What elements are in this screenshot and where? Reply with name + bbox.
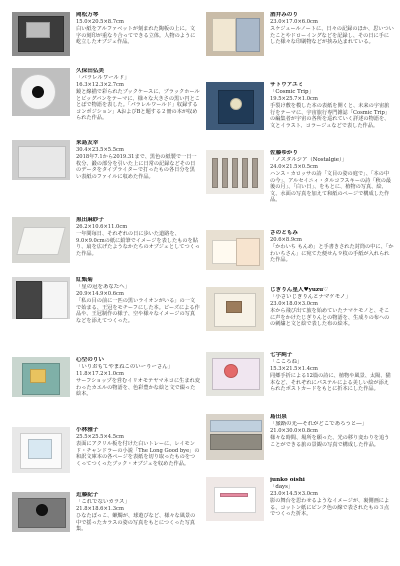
artwork-size: 25.5×25.5×4.5cm [76, 434, 124, 440]
artwork-entry [206, 352, 394, 396]
artwork-text [270, 82, 394, 130]
thumbnail-mark [26, 22, 50, 38]
thumbnail-mark [42, 281, 68, 319]
artist-name: 近藤紀子 [76, 492, 99, 498]
artwork-thumbnail [12, 217, 70, 263]
artwork-thumbnail [12, 140, 70, 180]
artwork-entry [206, 477, 394, 521]
artwork-size: 30.4×23.5×5.5cm [76, 147, 124, 153]
thumbnail-mark [212, 158, 218, 188]
artwork-size: 20.9×14.9×0.6cm [76, 291, 124, 297]
artist-name: さのともみ [270, 230, 298, 236]
artwork-description: 「かわいち もんめ」と手書きされた封筒の中に、「かわいちさん」に宛てた便せん９枚の手紙が入れられた作品。 [270, 244, 394, 264]
artwork-thumbnail [12, 68, 70, 116]
artwork-title: 「小さいじぎりんとナマケモノ」 [270, 294, 351, 300]
artwork-entry [206, 12, 394, 56]
artwork-text [76, 68, 200, 122]
artwork-thumbnail [206, 150, 264, 194]
artist-name: junko oishi [270, 477, 305, 483]
artwork-thumbnail [12, 492, 70, 532]
artwork-description: 白い紙をアルファベットが刻まれた陶板の上に。文字の刻印が重なり合ってできる立体。人物のように屹立したオブジェ作品。 [76, 26, 196, 46]
thumbnail-mark [214, 487, 256, 513]
artwork-thumbnail [206, 477, 264, 521]
artwork-description: 表面にアクリル板を付けた白いトレーに、レイモンド・チャンドラーの小説「The Long Good bye」の和訳文庫本の各ページを表紙を切り取ったものをつくってつくったブック・オブジェを収めた作品。 [76, 441, 200, 467]
artwork-thumbnail [206, 352, 264, 396]
artwork-title: 「これでないカラス」 [76, 499, 130, 505]
artwork-text [76, 140, 200, 180]
artwork-size: 21.0×30.0×0.8cm [270, 428, 318, 434]
artist-name: 島田泉 [270, 414, 287, 420]
artist-name: 七字純子 [270, 352, 293, 358]
artwork-size: 19.5×25.7×1.0cm [270, 96, 318, 102]
thumbnail-mark [222, 158, 228, 188]
thumbnail-mark [210, 420, 262, 432]
artist-name: 岡松万琴 [76, 12, 99, 18]
thumbnail-mark [236, 18, 260, 52]
artwork-size: 21.8×18.6×1.3cm [76, 506, 124, 512]
artwork-entry [206, 414, 394, 460]
artwork-entry [206, 82, 394, 130]
artwork-entry [12, 427, 200, 473]
artwork-thumbnail [12, 12, 70, 56]
artwork-description: 同郷手折による12篇の詩に、植物や風景、太陽、猫本など、それぞれにパステルによる美しい絵が添えられたポストカードをもとに折本にした作品。 [270, 373, 391, 393]
artist-name: 紅甄菊 [76, 277, 93, 283]
artist-name: 酒井みのり [270, 12, 298, 18]
artwork-entry [12, 492, 200, 533]
artwork-text [270, 477, 394, 521]
artwork-text [270, 230, 394, 270]
thumbnail-mark [28, 439, 52, 459]
artist-name: 心空のりい [76, 357, 104, 363]
artwork-text [270, 12, 394, 56]
artwork-text [270, 287, 394, 331]
artwork-description: ハンス・カロッサの詩「文目の姿の庭で」、「本の中の今」、アルセイニィ・タルコフスキーの詩「秋の最後の月」、「白い日」、をもとに、植物の写真、絵、文、水面の写真を加えて和紙のページで構成した作品。 [270, 171, 392, 204]
thumbnail-mark [224, 364, 238, 378]
thumbnail-mark [232, 158, 238, 188]
artwork-title: 「パラレルワールド」 [76, 75, 130, 81]
artwork-description: 様々な時間、場所を願った、光の移り変わりを追うことができる旅の景観の写真で構成した作品。 [270, 435, 390, 448]
artwork-size: 20.6×8.9cm [270, 237, 302, 243]
artist-name: 小林雅子 [76, 427, 99, 433]
thumbnail-mark [18, 146, 66, 178]
artwork-size: 15.3×21.5×1.4cm [270, 366, 318, 372]
thumbnail-mark [220, 493, 248, 497]
artwork-size: 23.0×17.0×6.0cm [270, 19, 318, 25]
artwork-title: 「ノスタルジア（Nostalgie）」 [270, 157, 348, 163]
thumbnail-mark [32, 86, 44, 98]
artwork-thumbnail [206, 287, 264, 331]
artwork-thumbnail [206, 12, 264, 56]
artwork-description: サーフショップを営むイリオモテヤマネコに生まれ変わったカエルの物語を、色彩豊かな絵と文で綴った絵本。 [76, 378, 200, 398]
artwork-thumbnail [206, 414, 264, 460]
artwork-description: スケジュールノートに、日々の記録のほか、思いついたことやドローイングなどを記録し、その日に手にした様々な印刷物などが挟み込まれている。 [270, 26, 394, 46]
artwork-entry [206, 150, 394, 204]
artist-name: 黒田麻紗子 [76, 217, 104, 223]
artist-name: 久保田弘美 [76, 68, 104, 74]
thumbnail-mark [236, 238, 260, 266]
artwork-description: 「私の目の前に一匹の黒いライオンがいる」の一文で始まる、王冠をモチーフにした本。ビーズによる作品や、王冠制作の様子、空や様々なイメージの写真などを添えてつくった。 [76, 298, 200, 324]
artwork-title: 「星の冠をあなたへ」 [76, 284, 130, 290]
artwork-description: 本から飛び出て旅を始めていたナマケモノと、そこに声をかけたじぎりんとの物語を、生成りの布へのの刺繍と文と絵で表した布の絵本。 [270, 308, 390, 328]
artwork-entry [206, 230, 394, 270]
artwork-thumbnail [12, 277, 70, 319]
artwork-description: ひなたぼっこ、蝋燭が、球遊びなど、様々な風景の中で揺ったカラスの姿の写真をもとにつくった写真集。 [76, 513, 196, 533]
thumbnail-mark [230, 98, 242, 110]
artwork-text [76, 217, 200, 263]
artwork-size: 26.2×10.6×11.0cm [76, 224, 128, 230]
artwork-text [76, 357, 200, 398]
artist-name: サトウアユミ [270, 82, 304, 88]
artwork-text [270, 352, 394, 396]
artwork-entry [206, 287, 394, 331]
thumbnail-mark [16, 227, 66, 255]
artwork-size: 23.0×14.5×3.0cm [270, 491, 318, 497]
thumbnail-mark [212, 18, 236, 52]
artwork-size: 24.0×21.5×0.5cm [270, 164, 318, 170]
artwork-entry [12, 217, 200, 263]
thumbnail-mark [36, 504, 48, 516]
artwork-thumbnail [12, 427, 70, 473]
artwork-title: 「days」 [270, 484, 294, 490]
artwork-title: 「旅路の光―それがどこであろうと―」 [270, 421, 368, 427]
thumbnail-mark [226, 301, 242, 313]
artwork-description: 一年間毎日、それぞれの日に歩いた道路を、9.0×9.0cmの紙に鉛筆でイメージを表したものを貼り、扇を広げたようなかたちのオブジェとしてつくった作品。 [76, 231, 200, 257]
artwork-size: 11.8×17.2×1.0cm [76, 371, 124, 377]
artwork-description: 影の舞台を思わせるようなイメージが、裏側画による、コットン紙にピンク色の線で表されたもの３点でつくった折本。 [270, 498, 390, 518]
thumbnail-mark [242, 158, 248, 188]
artwork-size: 15.0×20.5×8.7cm [76, 19, 124, 25]
thumbnail-mark [16, 281, 42, 319]
artwork-entry [12, 277, 200, 324]
artist-name: 佐藤ゆかり [270, 150, 298, 156]
artwork-text [76, 492, 200, 533]
artwork-text [76, 12, 200, 56]
artwork-description: 2018年7.1から2019.31まで、黒色の紙製で一日一枚分、鍛の部分を引いた上に日常の記録などその日のデータをタイプライターで打ったもの各日分を黒い表紙のファイルに収めた作品。 [76, 154, 197, 180]
thumbnail-mark [210, 434, 262, 450]
artwork-description: 手裂け敷を模した本の表紙を開くと、未来の宇宙旅行をテーマに、宇宙旅行専門雑誌「Cosmic Trip」の編集者が宇宙の各所を巡れていく詳述の物語を、文とイラスト、コラージュなどで表した作品。 [270, 103, 390, 129]
artwork-thumbnail [206, 230, 264, 270]
artwork-description: 鏡と線描で彩られたブックケースに、ブラックホールとビッグバンをテーマに、様々な大きさの黒い円とことばで物語を表した。「パラレルワールド」収録するコンポジション」AおよびBと題する２冊の本が収められた作品。 [76, 89, 200, 122]
artwork-entry [12, 68, 200, 122]
artwork-title: 「こころね」 [270, 359, 303, 365]
artwork-title: 「Cosmic Trip」 [270, 89, 314, 95]
artwork-text [76, 427, 200, 473]
artwork-size: 16.3×12.3×2.7cm [76, 82, 124, 88]
artwork-size: 23.0×18.0×3.0cm [270, 301, 318, 307]
artwork-thumbnail [206, 82, 264, 130]
artwork-title: 「いりおもてやまねこのいーりーさん」 [76, 364, 174, 370]
artist-name: 来島友幸 [76, 140, 99, 146]
artwork-entry [12, 140, 200, 180]
artwork-text [270, 150, 394, 204]
artwork-entry [12, 12, 200, 56]
artist-name: じぎりん星人♥yuzu♡ [270, 287, 329, 293]
artwork-text [76, 277, 200, 324]
artwork-entry [12, 357, 200, 398]
thumbnail-mark [252, 158, 258, 188]
artwork-thumbnail [12, 357, 70, 397]
thumbnail-mark [30, 369, 46, 383]
artwork-text [270, 414, 394, 460]
